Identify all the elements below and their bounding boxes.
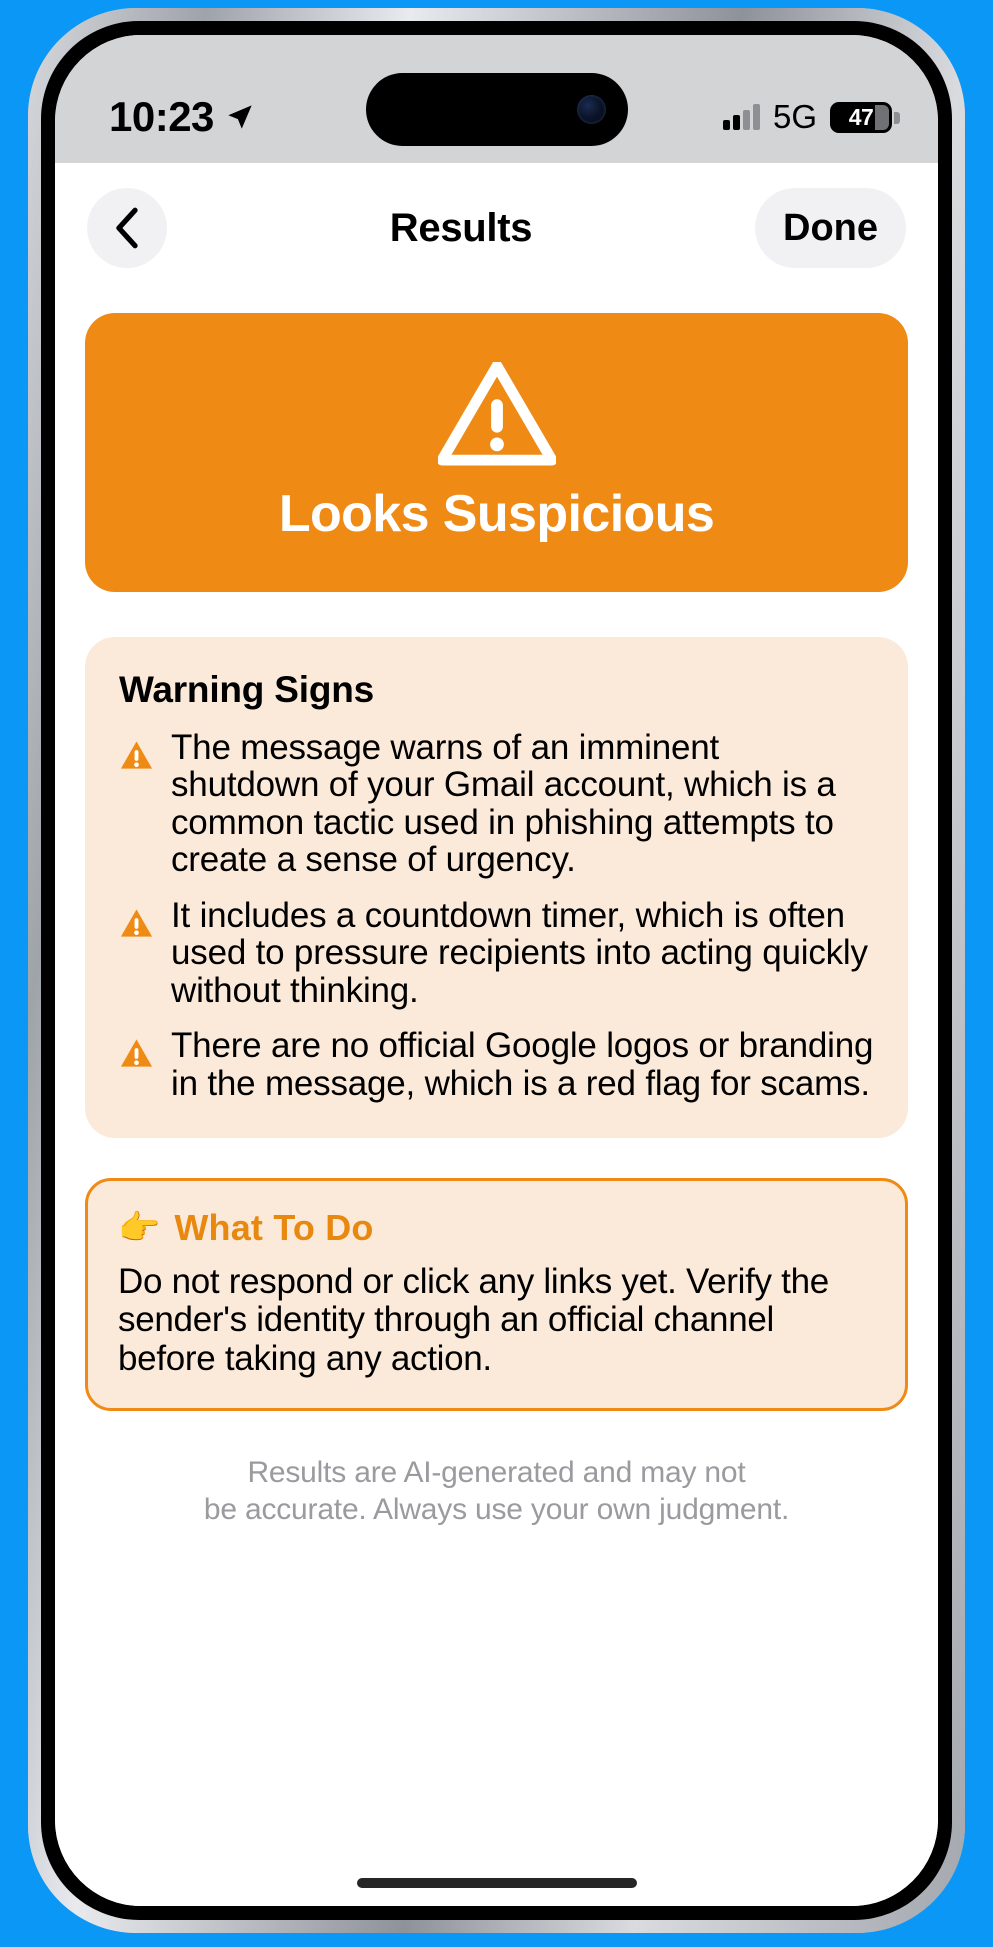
done-button[interactable]: Done (755, 188, 906, 268)
cellular-bars-icon (723, 104, 760, 130)
warning-signs-card (85, 637, 908, 1138)
battery-percent-label: 47 (848, 103, 874, 130)
network-type-label: 5G (772, 98, 817, 135)
home-indicator[interactable] (357, 1878, 637, 1888)
warning-triangle-icon (438, 362, 556, 466)
what-to-do-text: Do not respond or click any links yet. Verify the sender's identity through an official channel before taking any action. (118, 1261, 829, 1378)
ai-disclaimer (85, 1455, 908, 1528)
dynamic-island (366, 73, 628, 146)
status-bar-left (109, 93, 254, 141)
pointing-hand-icon: 👉 (118, 1208, 161, 1247)
verdict-card (85, 313, 908, 592)
chevron-left-icon (114, 207, 140, 249)
location-arrow-icon (226, 103, 254, 131)
warning-sign-item (119, 1027, 874, 1102)
results-content (55, 293, 938, 1906)
warning-sign-item (119, 897, 874, 1009)
phone-body (41, 21, 952, 1920)
status-bar-right (723, 98, 892, 136)
verdict-title: Looks Suspicious (278, 484, 715, 543)
phone-screen (55, 35, 938, 1906)
battery-icon (830, 102, 892, 133)
warning-sign-text: The message warns of an imminent shutdown of your Gmail account, which is a common tactic used in phishing attempts to create a sense of urgency. (171, 728, 836, 880)
warning-signs-title: Warning Signs (119, 669, 375, 710)
warning-triangle-icon (119, 739, 154, 771)
ai-disclaimer-line-2: be accurate. Always use your own judgment. (203, 1493, 790, 1527)
warning-sign-item (119, 729, 874, 879)
ai-disclaimer-line-1: Results are AI-generated and may not (247, 1456, 746, 1490)
back-button[interactable] (87, 188, 167, 268)
what-to-do-card (85, 1178, 908, 1412)
page-title: Results (389, 205, 533, 250)
warning-sign-text: It includes a countdown timer, which is often used to pressure recipients into acting quickly without thinking. (171, 895, 868, 1010)
front-camera-icon (577, 95, 606, 124)
navigation-bar (55, 163, 938, 293)
what-to-do-title: What To Do (174, 1206, 374, 1248)
what-to-do-header (118, 1207, 875, 1249)
warning-triangle-icon (119, 907, 154, 939)
warning-triangle-icon (119, 1037, 154, 1069)
phone-frame (28, 8, 965, 1933)
status-time: 10:23 (109, 93, 214, 140)
warning-sign-text: There are no official Google logos or branding in the message, which is a red flag for scams. (171, 1026, 874, 1103)
